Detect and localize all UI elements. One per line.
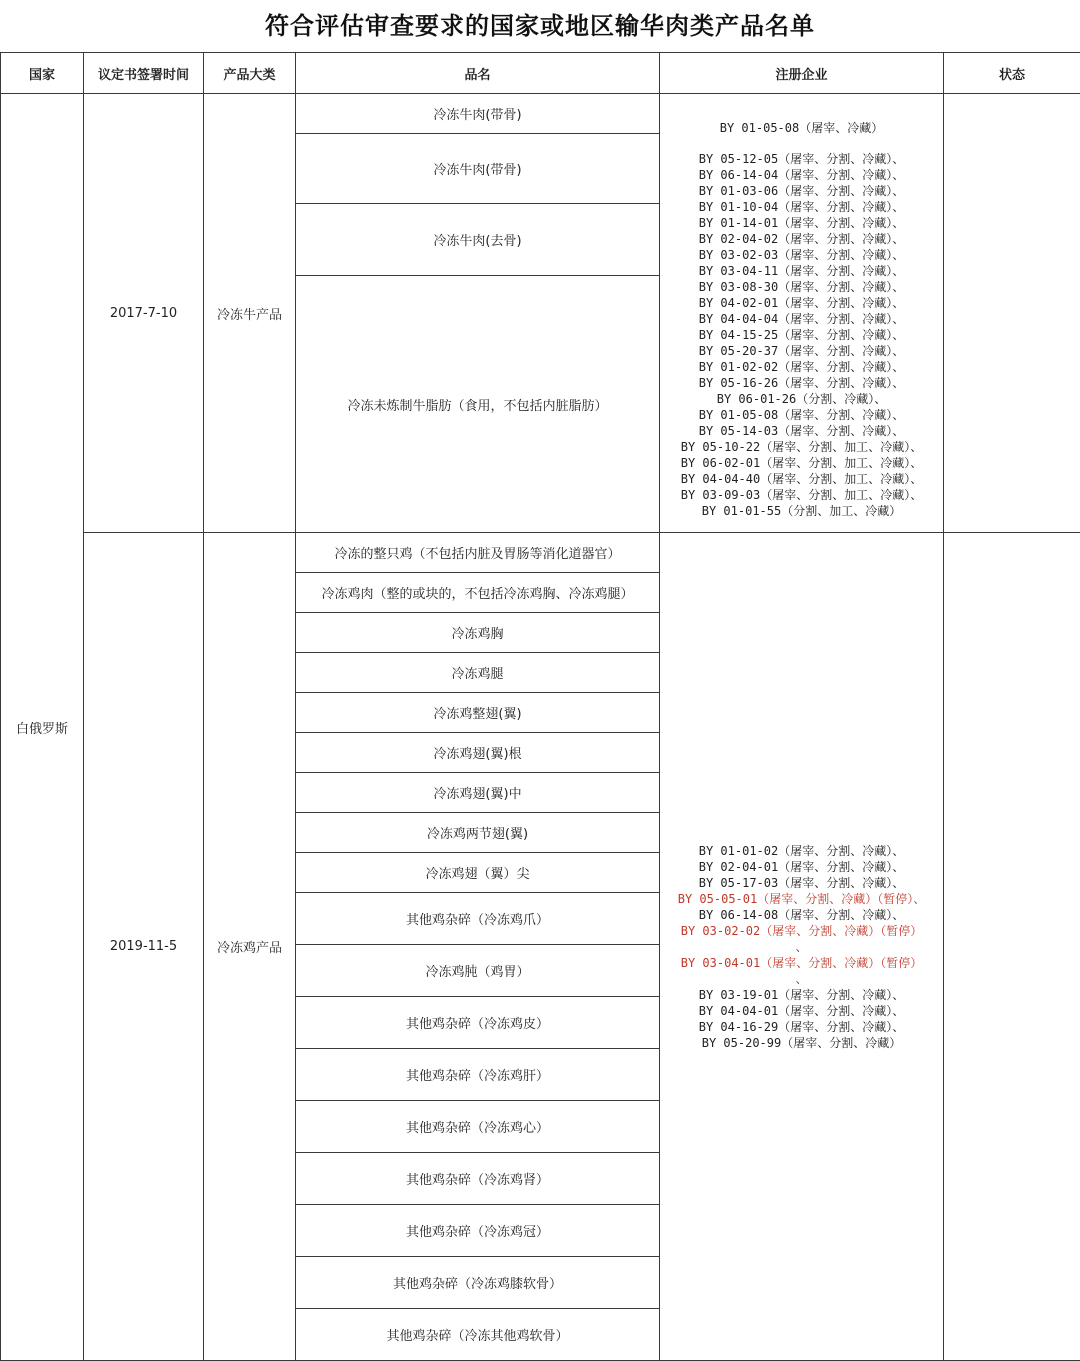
status-beef-cell <box>944 94 1080 533</box>
enterprise-entry: BY 06-14-08（屠宰、分割、冷藏）、 <box>698 907 905 922</box>
enterprise-entry: BY 05-20-37（屠宰、分割、冷藏）、 <box>698 343 905 358</box>
enterprise-entry: BY 04-16-29（屠宰、分割、冷藏）、 <box>698 1019 905 1034</box>
enterprise-beef-cell <box>660 94 944 533</box>
enterprise-entry: BY 04-15-25（屠宰、分割、冷藏）、 <box>698 327 905 342</box>
status-chicken-cell <box>944 533 1080 1361</box>
product-name-cell: 冷冻牛肉(带骨) <box>296 134 660 204</box>
product-list-table <box>0 52 1080 1361</box>
enterprise-entry: BY 05-20-99（屠宰、分割、冷藏） <box>701 1035 902 1050</box>
product-name-cell: 冷冻鸡翅(翼)根 <box>296 733 660 773</box>
enterprise-separator: 、 <box>795 971 808 986</box>
enterprise-entry: BY 01-02-02（屠宰、分割、冷藏）、 <box>698 359 905 374</box>
product-name-cell: 冷冻鸡肉（整的或块的，不包括冷冻鸡胸、冷冻鸡腿） <box>296 573 660 613</box>
enterprise-entry: BY 03-04-11（屠宰、分割、冷藏）、 <box>698 263 905 278</box>
product-name-cell: 冷冻鸡胸 <box>296 613 660 653</box>
product-name-cell: 其他鸡杂碎（冷冻鸡爪） <box>296 893 660 945</box>
header-sign-date: 议定书签署时间 <box>84 53 204 94</box>
category-beef: 冷冻牛产品 <box>204 94 296 533</box>
product-name-cell: 其他鸡杂碎（冷冻鸡肾） <box>296 1153 660 1205</box>
enterprise-entry: BY 04-02-01（屠宰、分割、冷藏）、 <box>698 295 905 310</box>
country-cell: 白俄罗斯 <box>1 94 84 1361</box>
enterprise-entry: BY 05-12-05（屠宰、分割、冷藏）、 <box>698 151 905 166</box>
enterprise-chicken-cell <box>660 533 944 1361</box>
enterprise-entry: BY 05-14-03（屠宰、分割、冷藏）、 <box>698 423 905 438</box>
product-name-cell: 其他鸡杂碎（冷冻鸡皮） <box>296 997 660 1049</box>
header-enterprise: 注册企业 <box>660 53 944 94</box>
product-name-cell: 其他鸡杂碎（冷冻鸡肝） <box>296 1049 660 1101</box>
sign-date-chicken: 2019-11-5 <box>84 533 204 1361</box>
enterprise-entry: BY 05-16-26（屠宰、分割、冷藏）、 <box>698 375 905 390</box>
enterprise-entry: BY 03-19-01（屠宰、分割、冷藏）、 <box>698 987 905 1002</box>
enterprise-entry: BY 04-04-01（屠宰、分割、冷藏）、 <box>698 1003 905 1018</box>
product-name-cell: 其他鸡杂碎（冷冻鸡膝软骨） <box>296 1257 660 1309</box>
enterprise-entry: BY 03-09-03（屠宰、分割、加工、冷藏）、 <box>680 487 923 502</box>
product-name-cell: 其他鸡杂碎（冷冻鸡心） <box>296 1101 660 1153</box>
product-name-cell: 冷冻鸡翅（翼）尖 <box>296 853 660 893</box>
header-country: 国家 <box>1 53 84 94</box>
enterprise-entry: BY 01-05-08（屠宰、分割、冷藏）、 <box>698 407 905 422</box>
enterprise-entry: BY 01-05-08（屠宰、冷藏） <box>719 120 884 135</box>
enterprise-entry-suspended: BY 03-02-02（屠宰、分割、冷藏）（暂停） <box>680 923 923 938</box>
product-name-cell: 冷冻鸡翅(翼)中 <box>296 773 660 813</box>
enterprise-entry-suspended: BY 05-05-01（屠宰、分割、冷藏）（暂停）、 <box>677 891 926 906</box>
enterprise-entry: BY 02-04-02（屠宰、分割、冷藏）、 <box>698 231 905 246</box>
enterprise-entry: BY 03-02-03（屠宰、分割、冷藏）、 <box>698 247 905 262</box>
page-title: 符合评估审查要求的国家或地区输华肉类产品名单 <box>265 11 815 40</box>
enterprise-entry: BY 05-17-03（屠宰、分割、冷藏）、 <box>698 875 905 890</box>
table-row <box>1 94 1080 134</box>
product-name-cell: 冷冻鸡肫（鸡胃） <box>296 945 660 997</box>
enterprise-entry: BY 04-04-40（屠宰、分割、加工、冷藏）、 <box>680 471 923 486</box>
product-name-cell: 冷冻鸡整翅(翼) <box>296 693 660 733</box>
enterprise-entry: BY 04-04-04（屠宰、分割、冷藏）、 <box>698 311 905 326</box>
enterprise-entry: BY 01-14-01（屠宰、分割、冷藏）、 <box>698 215 905 230</box>
header-status: 状态 <box>944 53 1080 94</box>
enterprise-entry-suspended: BY 03-04-01（屠宰、分割、冷藏）（暂停） <box>680 955 923 970</box>
enterprise-entry: BY 06-14-04（屠宰、分割、冷藏）、 <box>698 167 905 182</box>
enterprise-entry: BY 06-01-26（分割、冷藏）、 <box>716 391 887 406</box>
enterprise-entry: BY 01-01-02（屠宰、分割、冷藏）、 <box>698 843 905 858</box>
product-name-cell: 冷冻鸡两节翅(翼) <box>296 813 660 853</box>
header-product-name: 品名 <box>296 53 660 94</box>
enterprise-entry: BY 03-08-30（屠宰、分割、冷藏）、 <box>698 279 905 294</box>
category-chicken: 冷冻鸡产品 <box>204 533 296 1361</box>
product-name-cell: 冷冻未炼制牛脂肪（食用，不包括内脏脂肪） <box>296 276 660 533</box>
product-name-cell: 冷冻牛肉(去骨) <box>296 204 660 276</box>
table-row <box>1 533 1080 573</box>
enterprise-entry: BY 01-01-55（分割、加工、冷藏） <box>701 503 902 518</box>
header-category: 产品大类 <box>204 53 296 94</box>
product-name-cell: 冷冻的整只鸡（不包括内脏及胃肠等消化道器官） <box>296 533 660 573</box>
product-name-cell: 其他鸡杂碎（冷冻其他鸡软骨） <box>296 1309 660 1361</box>
enterprise-entry: BY 06-02-01（屠宰、分割、加工、冷藏）、 <box>680 455 923 470</box>
sign-date-beef: 2017-7-10 <box>84 94 204 533</box>
enterprise-entry: BY 01-03-06（屠宰、分割、冷藏）、 <box>698 183 905 198</box>
product-name-cell: 冷冻鸡腿 <box>296 653 660 693</box>
enterprise-entry: BY 02-04-01（屠宰、分割、冷藏）、 <box>698 859 905 874</box>
enterprise-entry: BY 05-10-22（屠宰、分割、加工、冷藏）、 <box>680 439 923 454</box>
enterprise-separator: 、 <box>795 939 808 954</box>
product-name-cell: 冷冻牛肉(带骨) <box>296 94 660 134</box>
enterprise-entry: BY 01-10-04（屠宰、分割、冷藏）、 <box>698 199 905 214</box>
product-name-cell: 其他鸡杂碎（冷冻鸡冠） <box>296 1205 660 1257</box>
header-row <box>1 53 1080 94</box>
